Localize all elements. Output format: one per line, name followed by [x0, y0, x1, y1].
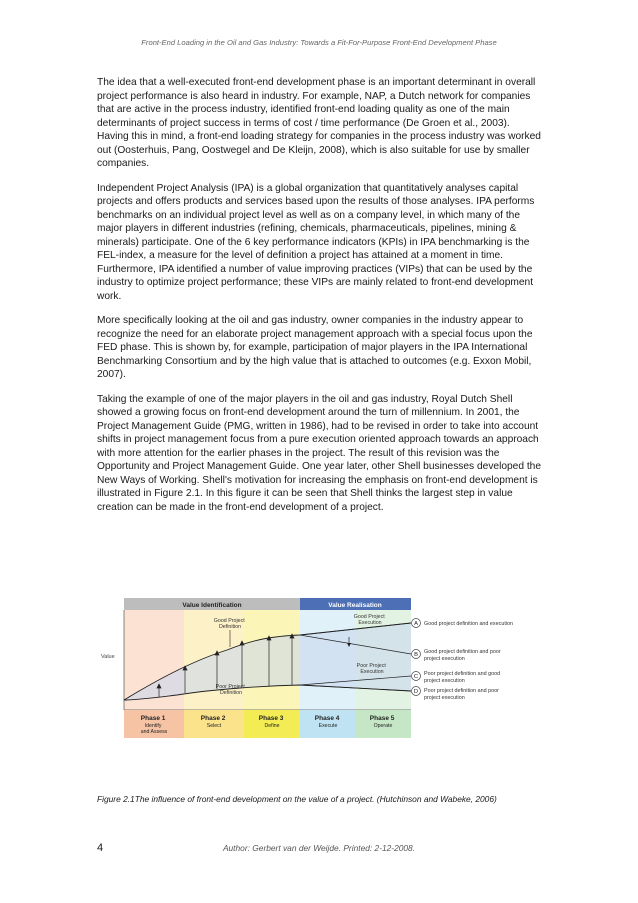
value-diagram — [97, 586, 542, 746]
body-text — [97, 76, 542, 525]
outcome-marker-a — [412, 619, 421, 628]
outcome-letter-d: D — [413, 689, 419, 696]
paragraph: More specifically looking at the oil and gas industry, owner companies in the industry appear to recognize the need for an elaborate project management approach with a special focus upon the FED phase. This is shown by, for example, participation of major players in the IPA International Benchmarking Consortium and by the high value that is attached to outcomes (e.g. Exxon Mobil, 2007). — [97, 315, 533, 380]
y-axis-label: Value — [101, 654, 115, 660]
outcome-letter-a: A — [414, 621, 418, 628]
phase-4-label: Phase 4 Execute — [314, 715, 340, 729]
phase-2-label: Phase 2 Select — [200, 715, 226, 729]
page-number: 4 — [97, 842, 104, 854]
outcome-letter-b: B — [414, 652, 418, 659]
value-realisation-label: Value Realisation — [328, 602, 382, 609]
outcome-text-a: Good project definition and execution — [424, 621, 514, 627]
paragraph: Independent Project Analysis (IPA) is a global organization that quantitatively analyses capital projects and offers products and services based upon the results of those analyses. IPA performs benchmarks on an individual project level as well as on a company level, in which many of the major players in different industries (refining, chemicals, pharmaceuticals, pipelines, mining & minerals) participate. One of the 6 key performance indicators (KPIs) in IPA benchmarking is the FEL-index, a measure for the level of definition a project has attained at a moment in time. Furthermore, IPA identified a number of value improving practices (VIPs) that can be used by the industry to optimize project performance; these VIPs are mainly related to front-end development work. — [97, 182, 535, 302]
paragraph: Taking the example of one of the major players in the oil and gas industry, Royal Dutch Shell showed a growing focus on front-end development around the turn of millennium. In 2001, the Project Management Guide (PMG, written in 1986), had to be revised in order to take into account shifts in project management focus from a pure execution oriented approach towards an approach with more attention for the earlier phases in the project. The result of this revision was the Opportunity and Project Management Guide. One year later, other Shell businesses developed the New Ways of Working. Shell's motivation for increasing the emphasis on front-end development is illustrated in Figure 2.1. In this figure it can be seen that Shell thinks the largest step in value creation can be made in the front-end development of a project. — [97, 393, 541, 513]
footer-author: Author: Gerbert van der Weijde. Printed: 2-12-2008. — [222, 843, 416, 853]
outcome-letter-c: C — [413, 674, 419, 681]
phase-1-label: Phase 1 Identify and Assess — [140, 715, 168, 735]
good-execution-label: Good Project Execution — [353, 614, 385, 626]
running-header: Front-End Loading in the Oil and Gas Industry: Towards a Fit-For-Purpose Front-End Development Phase — [141, 38, 497, 47]
outcome-text-c: Poor project definition and good project execution — [424, 671, 501, 684]
outcome-marker-c — [412, 672, 421, 681]
outcome-marker-d — [412, 687, 421, 696]
outcome-marker-b — [412, 650, 421, 659]
outcome-text-b: Good project definition and poor project execution — [424, 649, 501, 662]
poor-definition-label: Poor Project Definition — [215, 684, 245, 696]
paragraph: The idea that a well-executed front-end development phase is an important determinant in overall project performance is also heard in industry. For example, NAP, a Dutch network for companies that are active in the process industry, identified front-end loading quality as one of the main determinants of project success in terms of cost / time performance (De Groen et al., 2003). Having this in mind, a front-end loading strategy for companies in the process industry was worked out (Oosterhuis, Pang, Oostwegel and De Kleijn, 2008), which is also suitable for use by smaller companies. — [97, 77, 541, 169]
figure-caption: Figure 2.1The influence of front-end development on the value of a project. (Hutchinson and Wabeke, 2006) — [97, 794, 497, 804]
phase-5-label: Phase 5 Operate — [369, 715, 395, 729]
value-identification-label: Value Identification — [182, 602, 242, 609]
figure-value-diagram — [97, 586, 542, 746]
outcome-text-d: Poor project definition and poor project execution — [424, 688, 499, 701]
poor-execution-label: Poor Project Execution — [356, 663, 386, 675]
good-definition-label: Good Project Definition — [213, 618, 245, 630]
phase-3-label: Phase 3 Define — [258, 715, 284, 729]
